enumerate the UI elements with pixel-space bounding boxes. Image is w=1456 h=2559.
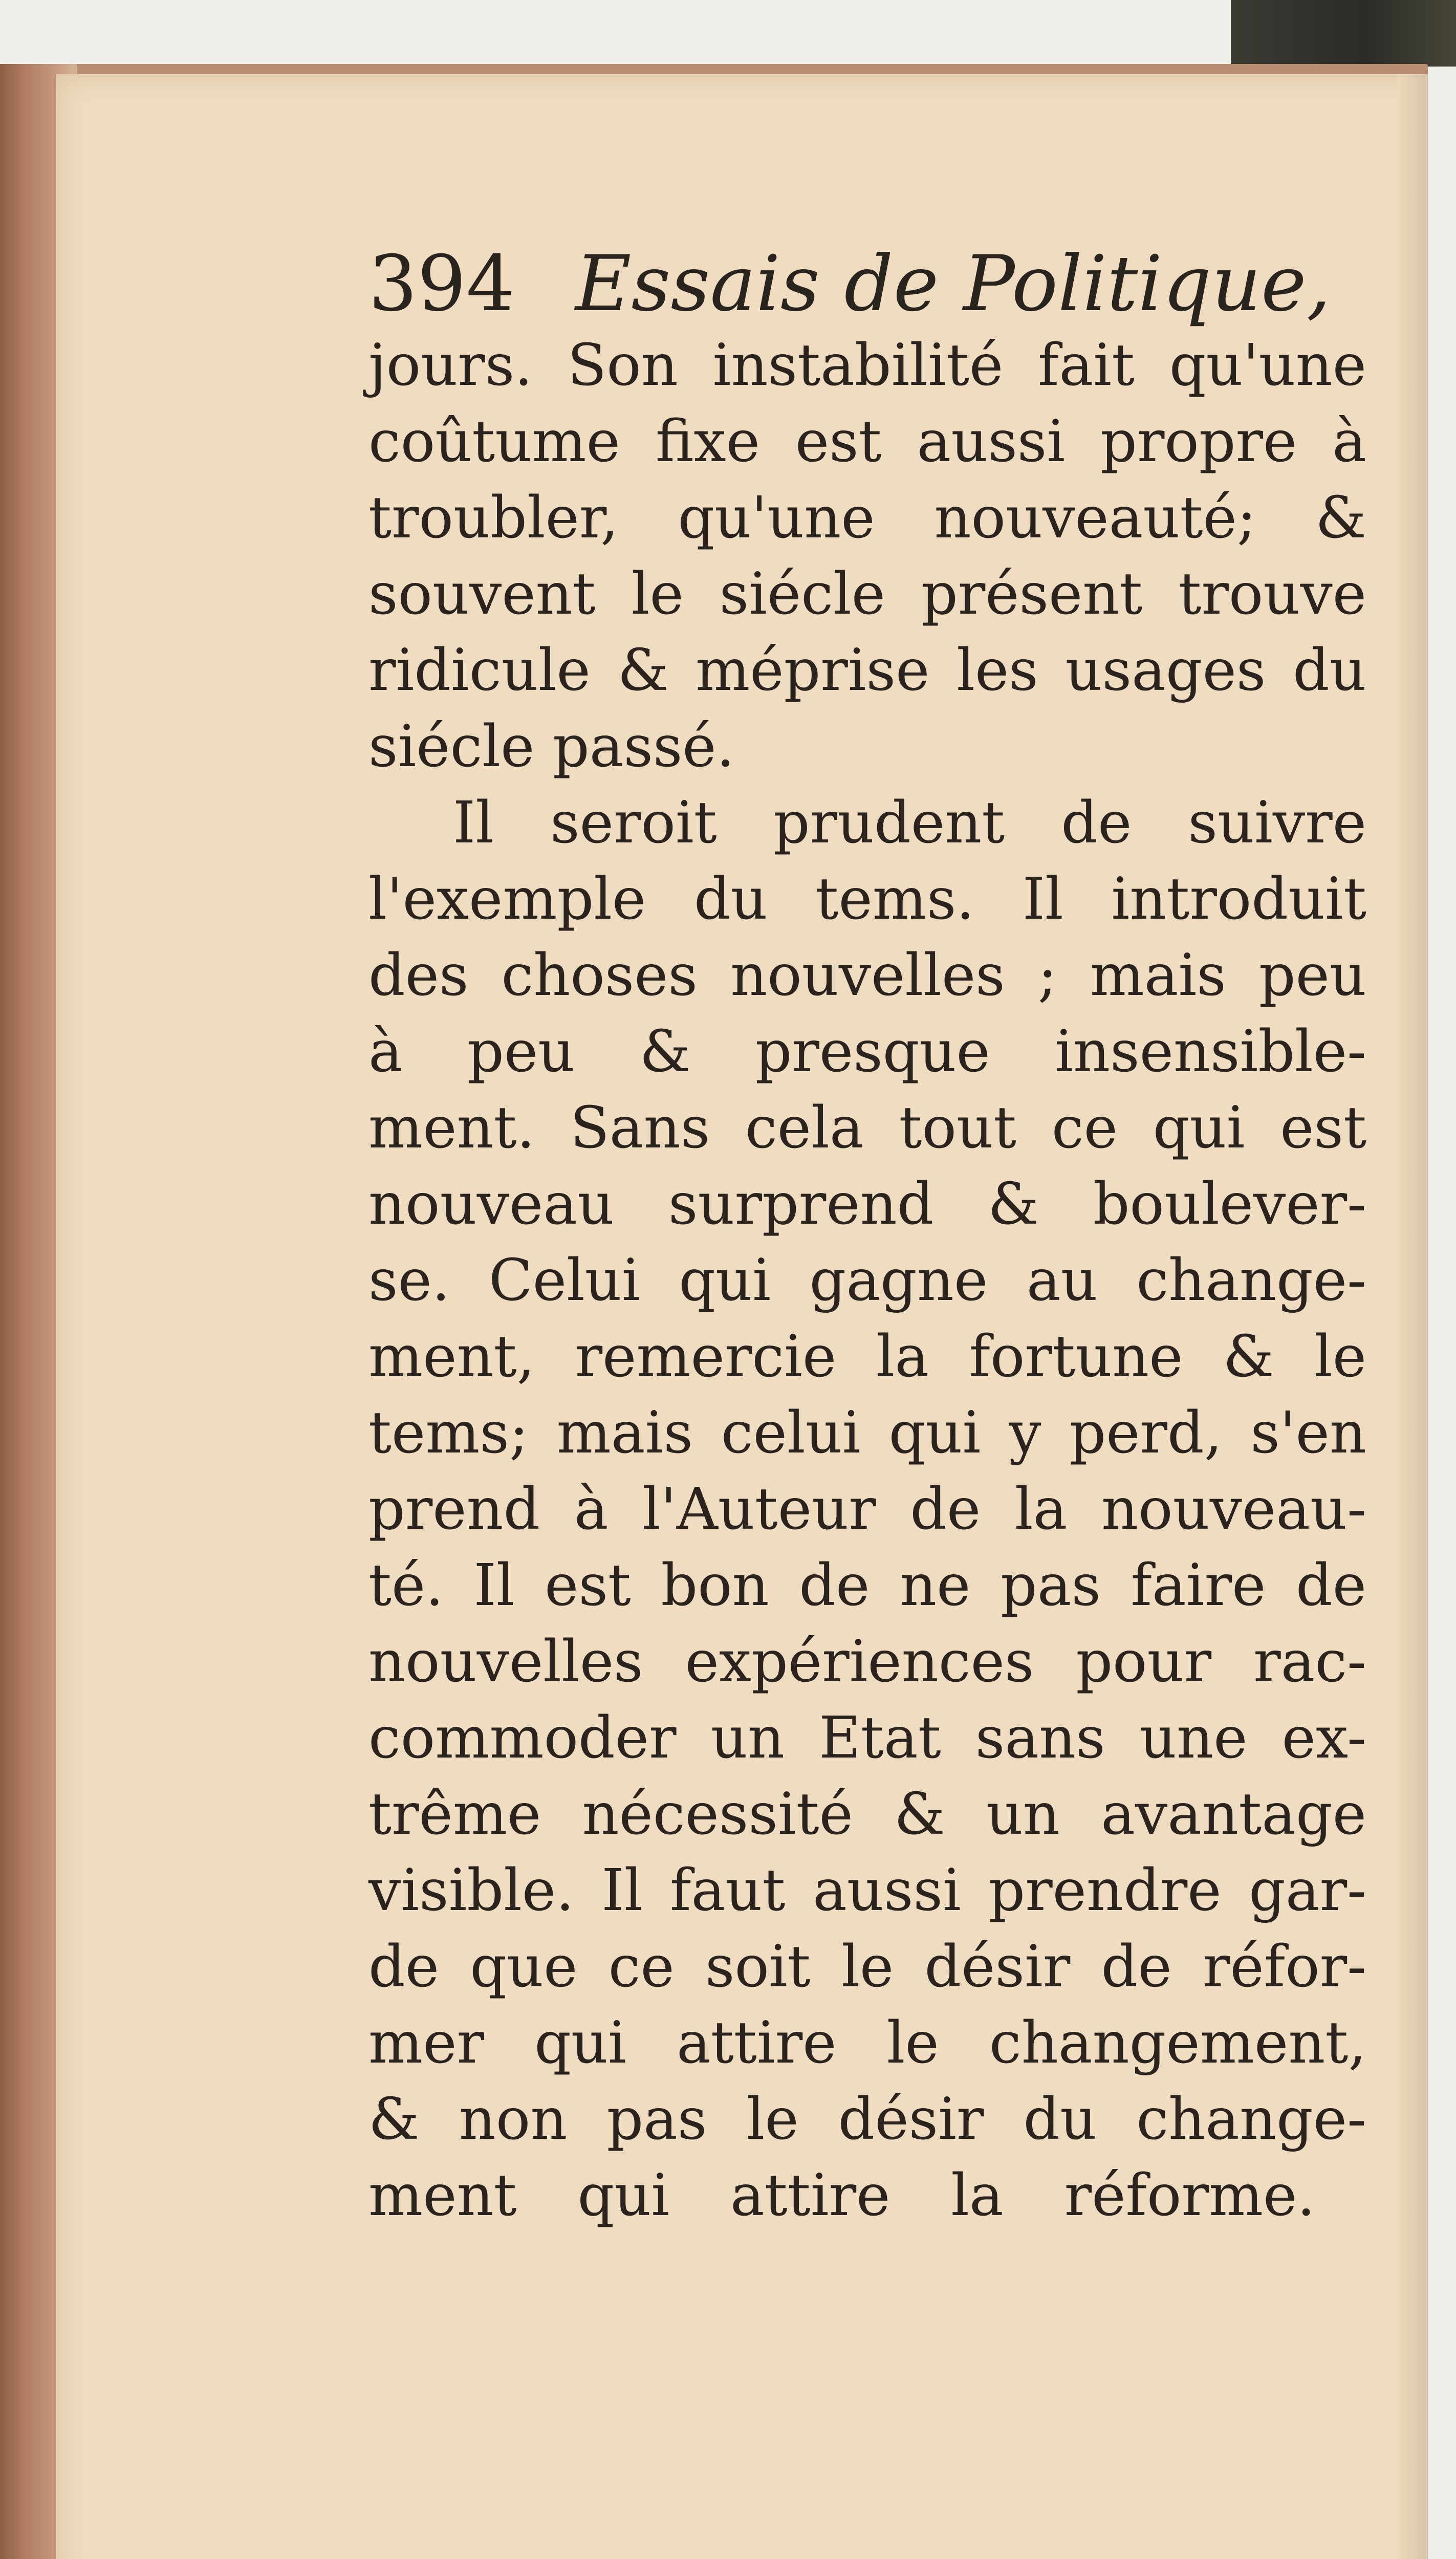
text-line: Il seroit prudent de suivre [453, 790, 1366, 856]
text-line: tems; mais celui qui y perd, s'en [368, 1400, 1366, 1466]
text-line: se. Celui qui gagne au change- [368, 1247, 1366, 1314]
binding-top [1231, 0, 1456, 67]
text-line: à peu & presque insensible- [368, 1018, 1366, 1085]
text-line: l'exemple du tems. Il introduit [368, 866, 1366, 932]
text-line: jours. Son instabilité fait qu'une [368, 332, 1366, 399]
text-line: commoder un Etat sans une ex- [368, 1705, 1366, 1771]
text-line: té. Il est bon de ne pas faire de [368, 1552, 1366, 1619]
text-line: ment, remercie la fortune & le [368, 1324, 1366, 1390]
text-line: coûtume fixe est aussi propre à [368, 408, 1366, 475]
text-line: trême nécessité & un avantage [368, 1781, 1366, 1848]
text-line: ridicule & méprise les usages du [368, 637, 1366, 704]
body-text [368, 328, 1366, 2234]
text-line: troubler, qu'une nouveauté; & [368, 485, 1366, 551]
page-header [368, 240, 1331, 329]
running-title: Essais de Politique, [575, 240, 1331, 329]
page-gutter [1397, 74, 1428, 2559]
page-number: 394 [368, 240, 515, 329]
text-line: souvent le siécle présent trouve [368, 561, 1366, 627]
text-line: & non pas le désir du change- [368, 2086, 1366, 2153]
text-line: ment. Sans cela tout ce qui est [368, 1095, 1366, 1161]
text-line: ment qui attire la réforme. [368, 2162, 1315, 2229]
text-line: visible. Il faut aussi prendre gar- [368, 1857, 1366, 1924]
text-line: nouvelles expériences pour rac- [368, 1629, 1366, 1695]
text-line: siécle passé. [368, 713, 735, 780]
text-line: de que ce soit le désir de réfor- [368, 1934, 1366, 2000]
text-line: mer qui attire le changement, [368, 2010, 1366, 2076]
text-line: prend à l'Auteur de la nouveau- [368, 1476, 1366, 1543]
text-line: des choses nouvelles ; mais peu [368, 942, 1366, 1009]
text-line: nouveau surprend & boulever- [368, 1171, 1366, 1238]
